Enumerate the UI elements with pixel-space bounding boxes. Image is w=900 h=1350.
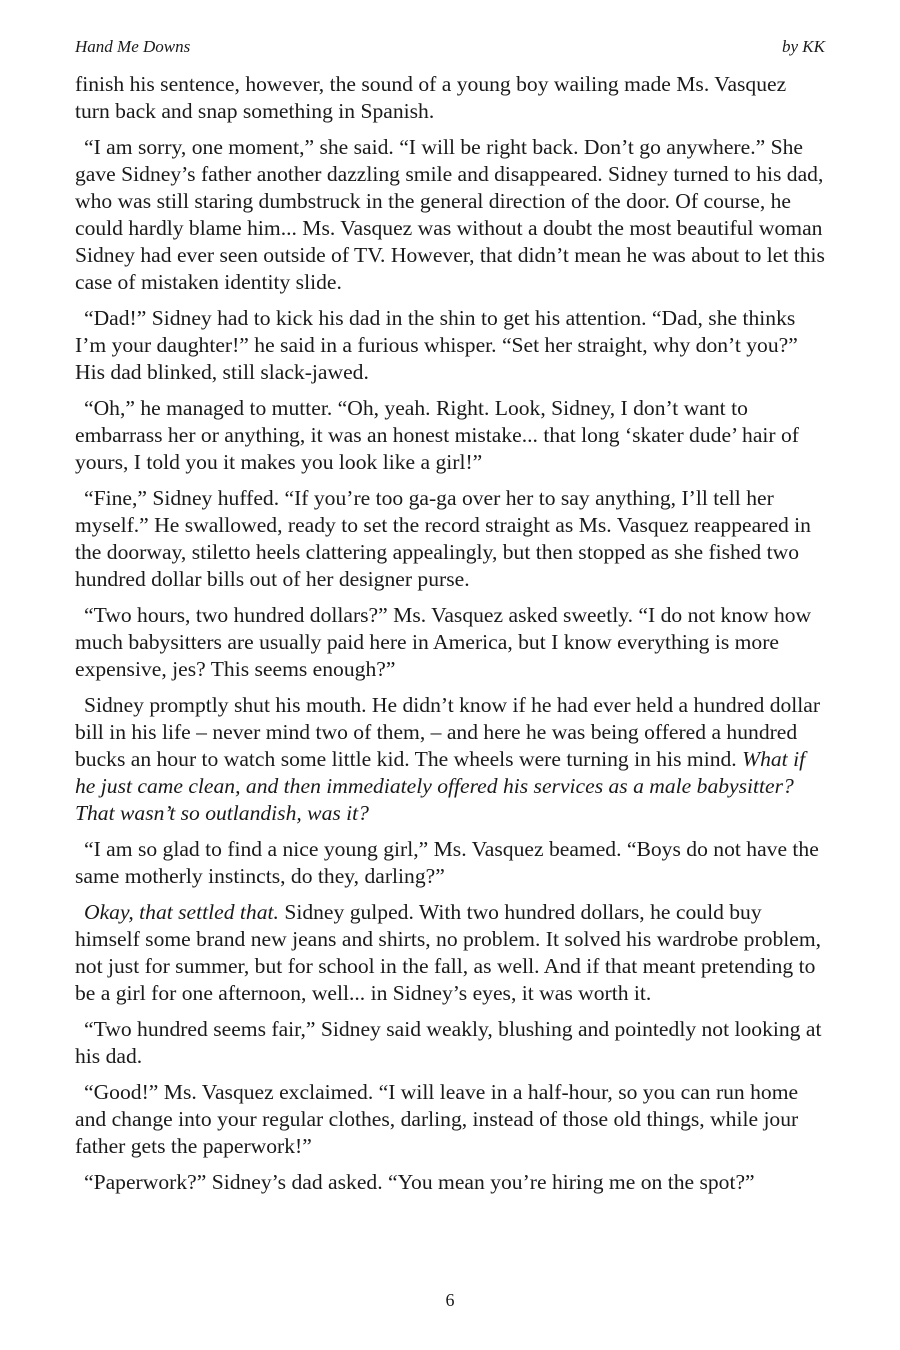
text-run: Sidney gulped. With two hundred dollars, he could buy himself some brand new jeans and shirts, no problem. It solved his wardrobe problem, not just for summer, but for school in the fall, as well. And if that meant pretending to be a girl for one afternoon, well... in Sidney’s eyes, it was worth it.: [75, 900, 822, 1005]
text-run: “Two hours, two hundred dollars?” Ms. Vasquez asked sweetly. “I do not know how much babysitters are usually paid here in America, but I know everything is more expensive, jes? This seems enough?”: [75, 603, 812, 681]
paragraph: [75, 899, 825, 1007]
text-run: Sidney promptly shut his mouth. He didn’t know if he had ever held a hundred dollar bill in his life – never mind two of them, – and here he was being offered a hundred bucks an hour to watch some little kid. The wheels were turning in his mind.: [75, 693, 821, 771]
book-title: Hand Me Downs: [75, 37, 191, 56]
italic-thought: What if he just came clean, and then immediately offered his services as a male babysitter? That wasn’t so outlandish, was it?: [75, 747, 806, 825]
body-text: [75, 71, 825, 1205]
text-run: “I am so glad to find a nice young girl,” Ms. Vasquez beamed. “Boys do not have the same motherly instincts, do they, darling?”: [75, 837, 819, 888]
text-run: “Paperwork?” Sidney’s dad asked. “You mean you’re hiring me on the spot?”: [84, 1170, 755, 1194]
paragraph: [75, 836, 825, 890]
paragraph: [75, 692, 825, 827]
page-number: 6: [445, 1290, 455, 1310]
text-run: “Two hundred seems fair,” Sidney said weakly, blushing and pointedly not looking at his dad.: [75, 1017, 822, 1068]
text-run: finish his sentence, however, the sound of a young boy wailing made Ms. Vasquez turn back and snap something in Spanish.: [75, 72, 787, 123]
text-run: “I am sorry, one moment,” she said. “I will be right back. Don’t go anywhere.” She gave Sidney’s father another dazzling smile and disappeared. Sidney turned to his dad, who was still staring dumbstruck in the general direction of the door. Of course, he could hardly blame him... Ms. Vasquez was without a doubt the most beautiful woman Sidney had ever seen outside of TV. However, that didn’t mean he was about to let this case of mistaken identity slide.: [75, 135, 825, 294]
paragraph: [75, 1016, 825, 1070]
paragraph: [75, 602, 825, 683]
paragraph: [75, 1079, 825, 1160]
italic-thought: Okay, that settled that.: [84, 900, 279, 924]
paragraph: [75, 134, 825, 296]
text-run: “Fine,” Sidney huffed. “If you’re too ga-ga over her to say anything, I’ll tell her myself.” He swallowed, ready to set the record straight as Ms. Vasquez reappeared in the doorway, stiletto heels clattering appealingly, but then stopped as she fished two hundred dollar bills out of her designer purse.: [75, 486, 811, 591]
text-run: “Oh,” he managed to mutter. “Oh, yeah. Right. Look, Sidney, I don’t want to embarrass her or anything, it was an honest mistake... that long ‘skater dude’ hair of yours, I told you it makes you look like a girl!”: [75, 396, 799, 474]
text-run: “Dad!” Sidney had to kick his dad in the shin to get his attention. “Dad, she thinks I’m your daughter!” he said in a furious whisper. “Set her straight, why don’t you?” His dad blinked, still slack-jawed.: [75, 306, 798, 384]
running-header: [75, 36, 825, 58]
text-run: “Good!” Ms. Vasquez exclaimed. “I will leave in a half-hour, so you can run home and change into your regular clothes, darling, instead of those old things, while jour father gets the paperwork!”: [75, 1080, 799, 1158]
author-credit: by KK: [782, 37, 825, 56]
paragraph: [75, 1169, 825, 1196]
paragraph: [75, 395, 825, 476]
paragraph: [75, 71, 825, 125]
paragraph: [75, 305, 825, 386]
paragraph: [75, 485, 825, 593]
